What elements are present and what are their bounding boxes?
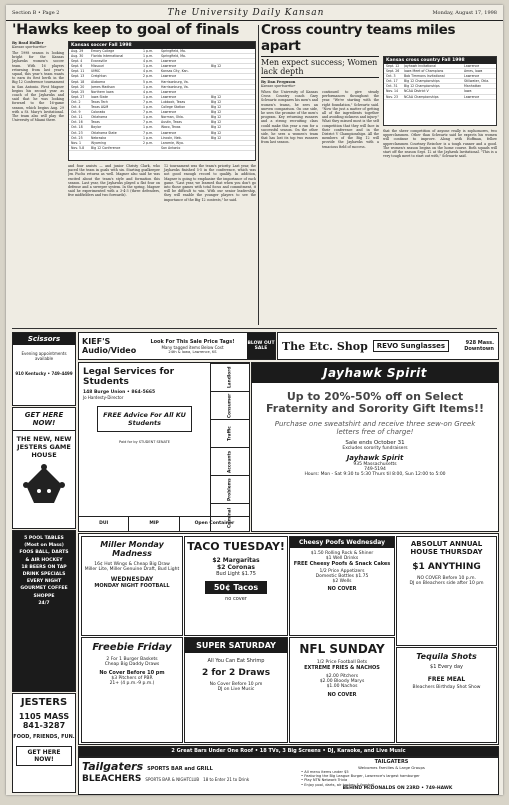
soccer-schedule-cell: Lubbock, Texas xyxy=(161,99,186,104)
absolut-line-2: NO COVER Before 10 p.m. xyxy=(417,576,476,581)
cheesy-line-2: $1 Well Drinks xyxy=(325,556,359,561)
soccer-schedule-cell: Oct. 25 xyxy=(71,135,83,140)
soccer-schedule-cell: Oklahoma State xyxy=(91,130,117,135)
scissors-address: 910 Kentucky • 749-4499 xyxy=(15,371,73,376)
soccer-schedule-cell: Kansas City, Kan. xyxy=(161,69,189,74)
kiefs-name: KIEF'S Audio/Video xyxy=(82,337,137,355)
ad-etc-shop xyxy=(277,332,499,360)
cc-schedule-cell: Lawrence xyxy=(464,64,480,68)
soccer-schedule-cell: Sept. 11 xyxy=(71,69,85,74)
cc-schedule xyxy=(383,56,497,126)
nfl-line-4: $2.00 Bloody Marys xyxy=(319,679,365,684)
cc-schedule-rows xyxy=(384,64,496,100)
cc-schedule-cell: Big 12 Championships xyxy=(404,79,440,84)
cc-schedule-cell: Sept. 26 xyxy=(386,69,400,74)
soccer-schedule-cell: 7 p.m. xyxy=(143,110,154,115)
cc-credit: Kansan sportswriter xyxy=(261,84,296,88)
soccer-schedule-cell: Oct. 4 xyxy=(71,105,81,110)
special-absolut xyxy=(396,536,497,646)
soccer-schedule-title: Kansas soccer Fall 1998 xyxy=(69,42,255,49)
scissors-hours: Evening appointments available xyxy=(21,351,67,361)
cc-schedule-cell: Oct. 17 xyxy=(386,79,398,84)
legal-category: Problems xyxy=(211,475,249,503)
soccer-schedule-cell: Sept. 6 xyxy=(71,64,83,69)
cc-schedule-cell: Oct. 3 xyxy=(386,74,396,79)
jesters-tagline: FOOD, FRIENDS, FUN. xyxy=(13,734,75,740)
spirit-offer: Up to 20%-50% off on Select Fraternity and Sorority Gift Items!! xyxy=(265,390,485,415)
soccer-schedule-cell: Norman, Okla. xyxy=(161,115,184,120)
soccer-schedule-cell: Evansville xyxy=(91,59,108,64)
tailgaters-items xyxy=(289,770,494,791)
soccer-schedule-cell: 7 p.m. xyxy=(143,120,154,125)
soccer-schedule-cell: Oct. 9 xyxy=(71,110,81,115)
soccer-schedule-cell: 1 p.m. xyxy=(143,105,154,110)
soccer-schedule-cell: Big 12 Conference xyxy=(91,145,121,150)
cc-schedule-cell: Iowa xyxy=(464,89,472,94)
spirit-store-name: Jayhawk Spirit xyxy=(346,454,404,462)
soccer-schedule-cell: Big 12 xyxy=(211,99,222,104)
soccer-schedule-cell: Alabama xyxy=(91,79,106,84)
soccer-schedule-cell: 1 p.m. xyxy=(143,54,154,59)
pool-feature: DRINK SPECIALS EVERY NIGHT xyxy=(22,572,66,585)
spirit-sub: Purchase one sweatshirt and receive three sew-on Greek letters free of charge! xyxy=(274,420,476,436)
soccer-schedule-cell: Texas A&M xyxy=(91,105,109,110)
soccer-schedule-cell: Iowa State xyxy=(91,94,108,99)
soccer-schedule-cell: Florida International xyxy=(91,54,124,59)
legal-dui: DUI xyxy=(79,517,129,531)
soccer-schedule-cell: Oct. 18 xyxy=(71,125,83,130)
special-tequila xyxy=(396,647,497,743)
cc-schedule-cell: Bob Timmons Invitational xyxy=(404,74,445,79)
freebie-line-1: 2 For 1 Burger Baskets xyxy=(106,657,158,662)
soccer-schedule-cell: Baylor xyxy=(91,125,102,130)
cc-schedule-cell: Iowa Meet of Champions xyxy=(404,69,444,74)
legal-category: Accounts xyxy=(211,447,249,475)
freebie-line-2: Cheap Big Daddy Draws xyxy=(104,662,160,667)
etc-address: 928 Mass. Downtown xyxy=(464,340,494,352)
saturday-line-2: 2 for 2 Draws xyxy=(201,668,271,678)
legal-category: Criminal xyxy=(211,503,249,531)
newspaper-page xyxy=(6,5,503,795)
cc-schedule-cell: Nov. 14 xyxy=(386,89,399,94)
spirit-sale: Sale ends October 31 xyxy=(345,440,405,446)
kiefs-sub: Many tagged items Below Cost xyxy=(161,344,224,350)
soccer-col-2: and four assists — and junior Christy Clark, who paced the team in goals with six. Starting goalkeeper Jen Fuchs returns as well. Magner also said he was excited about the team's style and formation this season. Last year, the Jayhawks played a flat four on defense and a sweeper system. In the spring, Magner said he experimented with a 3-4-3 (three defenders, five midfielders and two forwards). xyxy=(68,164,160,198)
soccer-schedule-cell: Lawrence xyxy=(161,94,177,99)
bleachers-sub: SPORTS BAR & NIGHTCLUB xyxy=(145,776,200,782)
kiefs-address: 24th & Iowa, Lawrence, KS xyxy=(168,349,217,354)
spirit-note: Excludes sorority fundraisers xyxy=(342,446,408,451)
soccer-schedule-cell: Sept. 18 xyxy=(71,79,85,84)
nfl-line-2: EXTREME FRIES & NACHOS xyxy=(304,665,380,671)
soccer-schedule-cell: Lawrence xyxy=(161,64,177,69)
soccer-schedule-cell: Big 12 xyxy=(211,64,222,69)
legal-category: Traffic xyxy=(211,419,249,447)
soccer-schedule-cell: Oct. 16 xyxy=(71,120,83,125)
legal-bottom-row xyxy=(79,516,249,531)
absolut-line-1: $1 ANYTHING xyxy=(412,562,481,572)
taco-line-1: $2 Margaritas xyxy=(212,557,260,564)
tequila-line-1: $1 Every day xyxy=(430,664,463,670)
soccer-schedule-cell: Sept. 4 xyxy=(71,59,83,64)
soccer-schedule-cell: Lawrence xyxy=(161,110,177,115)
soccer-schedule-cell: Sept. 25 xyxy=(71,89,85,94)
soccer-schedule-cell: 1 p.m. xyxy=(143,84,154,89)
soccer-schedule-cell: Creighton xyxy=(91,74,107,79)
soccer-schedule-row xyxy=(69,146,255,151)
freebie-line-5: 21+ (4 p.m.-9 p.m.) xyxy=(109,681,155,686)
soccer-schedule-cell: Big 12 xyxy=(211,105,222,110)
soccer-schedule-cell: Oct. 23 xyxy=(71,130,83,135)
jester-logo xyxy=(14,463,74,509)
miller-line-4: MONDAY NIGHT FOOTBALL xyxy=(94,583,170,589)
soccer-schedule-cell: 4 p.m. xyxy=(143,89,154,94)
soccer-schedule-cell: 4 p.m. xyxy=(143,59,154,64)
tequila-title: Tequila Shots xyxy=(416,652,477,661)
ad-jesters xyxy=(12,693,76,793)
tailgaters-right-title: TAILGATERS xyxy=(374,759,409,765)
bar-banner: 2 Great Bars Under One Roof • 18 TVs, 3 Big Screens • DJ, Karaoke, and Live Music xyxy=(78,746,499,757)
soccer-schedule-cell: Harrisonburg, Va. xyxy=(161,79,189,84)
games-house-title: THE NEW, NEW JESTERS GAME HOUSE xyxy=(16,435,72,459)
soccer-schedule-cell: Aug. 29 xyxy=(71,49,84,53)
soccer-schedule-cell: Big 12 xyxy=(211,130,222,135)
miller-line-1: 16¢ Hot Wings & Cheap Big Draw xyxy=(94,562,170,567)
soccer-schedule-cell: Lincoln, Neb. xyxy=(161,135,182,140)
cc-schedule-cell: Ames, Iowa xyxy=(464,69,483,74)
cc-schedule-cell: NCAA Championships xyxy=(404,94,439,99)
tequila-line-3: Bleachers Birthday Shot Show xyxy=(412,685,481,690)
special-miller-monday xyxy=(81,536,183,636)
soccer-schedule-cell: James Madison xyxy=(91,84,115,89)
absolut-line-3: DJ on Bleachers side after 10 pm xyxy=(409,581,484,586)
saturday-title: SUPER SATURDAY xyxy=(185,638,287,653)
soccer-schedule-cell: Colorado xyxy=(91,110,106,115)
soccer-credit: Kansan sportswriter xyxy=(12,45,47,49)
tailgaters-address: BEHIND McDONALDS ON 23RD • 749-HAWK xyxy=(342,785,453,791)
soccer-schedule-cell: Laramie, Wyo. xyxy=(161,140,184,145)
nfl-line-3: $2.00 Pitchers xyxy=(325,674,359,679)
cheesy-line-6: $2 Wells xyxy=(332,579,352,584)
pool-feature: 18 BEERS ON TAP xyxy=(21,564,67,570)
soccer-schedule-cell: 1 p.m. xyxy=(143,135,154,140)
soccer-schedule-cell: Springfield, Mo. xyxy=(161,54,186,59)
cc-col-1: When the University of Kansas Cross Country coach Gary Schwartz compares his men's and women's teams, he sees an uneven comparison. On one side, he sees the promise of the men's program. Key returning runners and a strong recruiting class could make this year a run for a successful season. On the other side, he sees a women's team that has lost its top two runners from last season. xyxy=(261,90,318,145)
kiefs-blowout: BLOW OUT SALE xyxy=(247,333,275,359)
cc-schedule-cell: Nov. 23 xyxy=(386,94,399,99)
soccer-schedule-cell: Sept. 13 xyxy=(71,74,85,79)
cc-schedule-title: Kansas cross country Fall 1998 xyxy=(384,57,496,64)
soccer-schedule-cell: Sept. 27 xyxy=(71,94,85,99)
legal-categories xyxy=(210,363,249,531)
soccer-schedule-cell: Big 12 xyxy=(211,110,222,115)
soccer-schedule-cell: Oct. 2 xyxy=(71,99,81,104)
soccer-schedule-cell: 7 p.m. xyxy=(143,99,154,104)
cc-schedule-cell: Sept. 12 xyxy=(386,64,400,68)
scissors-title: Scissors xyxy=(13,333,75,345)
pool-feature: & AIR HOCKEY xyxy=(25,557,63,563)
ad-kiefs xyxy=(78,332,276,360)
soccer-col-1: The 1998 season is looking bright for the Kansas Jayhawks women's soccer team. With 16 players returning from last year's squad, this year's team wants to earn its first berth in the Big 12 Conference tournament in San Antonio. First Magner begins his second year as coach of the Jayhawks and said that he was looking forward to the 16-game season, which begins Aug. 29 with a St. Mary's Invitational. The team also will play the University of Miami there. xyxy=(12,51,64,123)
soccer-schedule-cell: Waco, Texas xyxy=(161,125,181,130)
legal-mip: MIP xyxy=(129,517,179,531)
absolut-title: ABSOLUT ANNUAL HOUSE THURSDAY xyxy=(410,540,483,556)
cc-headline: Cross country teams miles apart xyxy=(261,22,456,54)
soccer-schedule-cell: Springfield, Mo. xyxy=(161,49,186,53)
soccer-schedule-cell: Oklahoma xyxy=(91,115,108,120)
pool-feature: GOURMET COFFEE SHOPPE xyxy=(20,586,68,599)
soccer-schedule-cell: 4 p.m. xyxy=(143,69,154,74)
cc-schedule-cell: Lawrence xyxy=(464,94,480,99)
kiefs-tag: Look For This Sale Price Tags! xyxy=(150,338,235,345)
soccer-schedule-cell: 2 p.m. xyxy=(143,140,154,145)
soccer-schedule-cell: Big 12 xyxy=(211,94,222,99)
ad-legal-services xyxy=(78,362,250,532)
soccer-schedule-cell: Big 12 xyxy=(211,125,222,130)
cheesy-line-7: NO COVER xyxy=(327,586,357,592)
bleachers-title: BLEACHERS xyxy=(82,774,142,784)
tailgaters-welcome: Welcomes Families & Large Groups xyxy=(358,765,425,770)
freebie-line-3: No Cover Before 10 pm xyxy=(99,670,165,676)
legal-category: Consumer xyxy=(211,391,249,419)
special-nfl-sunday xyxy=(289,637,395,743)
soccer-schedule-cell: 1 p.m. xyxy=(143,115,154,120)
tailgaters-item: • All menu items under $5 xyxy=(301,770,349,774)
soccer-schedule-cell: Austin, Texas xyxy=(161,120,182,125)
legal-title: Legal Services for Students xyxy=(83,367,175,387)
soccer-schedule xyxy=(68,41,256,161)
soccer-schedule-cell: Nov. 5-8 xyxy=(71,145,85,150)
pool-feature: 24/7 xyxy=(38,600,50,606)
miller-title: Miller Monday Madness xyxy=(100,540,164,558)
soccer-schedule-cell: Lawrence xyxy=(161,74,177,79)
jesters-address: 1105 MASS xyxy=(18,712,70,721)
cc-col-2: continued to give steady performances throughout the year. "We're starting with the right foundation," Schwartz said. "Now the just a matter of getting all of the ingredients together and avoiding sickness and injury." What they missed most is the self competition that they will face in their conference and in the District V Championships. All the members of the Big 12 will provide the Jayhawks with a tenacious field of success. xyxy=(322,90,379,149)
freebie-title: Freebie Friday xyxy=(92,642,172,653)
spirit-title: Jayhawk Spirit xyxy=(252,363,498,383)
legal-director: Jo Hardesty-Director xyxy=(83,395,124,400)
jesters-phone: 841-3287 xyxy=(22,721,66,730)
saturday-line-4: DJ on Live Music xyxy=(217,687,255,692)
soccer-schedule-cell: Nov. 1 xyxy=(71,140,82,145)
soccer-schedule-cell: Texas Tech xyxy=(91,99,108,104)
ad-tailgaters xyxy=(78,757,499,795)
tailgaters-sub: SPORTS BAR and GRILL xyxy=(147,766,213,772)
miller-line-2: Miller Lite, Miller Genuine Draft, Bud Light xyxy=(84,567,180,572)
saturday-line-3: No Cover Before 10 pm xyxy=(209,682,263,687)
soccer-schedule-cell: 1 p.m. xyxy=(143,49,154,53)
soccer-schedule-cell: Big 12 xyxy=(211,115,222,120)
soccer-schedule-cell: Harrisonburg, Va. xyxy=(161,84,189,89)
soccer-schedule-cell: Sept. 20 xyxy=(71,84,85,89)
pool-feature: FOOS BALL, DARTS xyxy=(19,550,69,556)
jesters-title: JESTERS xyxy=(20,697,68,708)
soccer-schedule-cell: UMKC xyxy=(91,69,101,74)
miller-line-3: WEDNESDAY xyxy=(110,576,154,583)
taco-cover: no cover xyxy=(225,596,247,602)
pool-features xyxy=(13,531,75,611)
soccer-schedule-cell: Lawrence xyxy=(161,89,177,94)
cc-schedule-cell: Manhattan xyxy=(464,84,482,89)
ad-pool-tables xyxy=(12,530,76,692)
soccer-schedule-cell: 7 p.m. xyxy=(143,130,154,135)
soccer-schedule-cell: Missouri xyxy=(91,64,105,69)
soccer-schedule-cell: Aug. 30 xyxy=(71,54,84,59)
spirit-address: 935 Massachusetts xyxy=(353,462,397,467)
etc-title: The Etc. Shop xyxy=(282,339,368,353)
cheesy-line-5: Domestic Bottles $1.75 xyxy=(315,574,369,579)
nfl-line-6: NO COVER xyxy=(327,692,357,698)
cc-schedule-cell: Stillwater, Okla. xyxy=(464,79,490,84)
soccer-schedule-cell: 2 p.m. xyxy=(143,74,154,79)
tequila-line-2: FREE MEAL xyxy=(427,676,466,683)
ad-scissors xyxy=(12,332,76,406)
ad-jayhawk-spirit xyxy=(251,362,499,532)
legal-category: Landlord xyxy=(211,363,249,391)
taco-line-3: Bud Light $1.75 xyxy=(216,571,256,577)
soccer-schedule-cell: San Antonio xyxy=(161,145,181,150)
bleachers-age: 18 to Enter 21 to Drink xyxy=(203,776,250,782)
ad-games-house xyxy=(12,407,76,529)
cheesy-line-1: $1.50 Rolling Rock & Shiner xyxy=(310,551,374,556)
taco-price: 50¢ Tacos xyxy=(205,581,267,594)
legal-address: 148 Burge Union • 864-5665 xyxy=(83,390,156,395)
soccer-schedule-cell: 1 p.m. xyxy=(143,125,154,130)
tailgaters-item: • Play NTN Network Trivia xyxy=(301,778,348,783)
section-rule xyxy=(12,328,497,329)
cc-schedule-cell: Big 12 Championships xyxy=(404,84,440,89)
soccer-schedule-cell: Lawrence xyxy=(161,130,177,135)
taco-line-2: $2 Coronas xyxy=(217,564,255,571)
soccer-schedule-cell: Oct. 11 xyxy=(71,115,83,120)
soccer-headline: 'Hawks keep to goal of finals xyxy=(12,22,240,38)
soccer-schedule-cell: Wyoming xyxy=(91,140,106,145)
nfl-line-1: 1/2 Price Football Bets xyxy=(316,660,368,665)
special-super-saturday xyxy=(184,637,288,743)
taco-title: TACO TUESDAY! xyxy=(187,540,285,553)
pool-feature: 5 POOL TABLES (Most on Mass) xyxy=(24,536,64,549)
tailgaters-title: Tailgaters xyxy=(82,760,144,773)
special-cheesy-poofs xyxy=(289,536,395,636)
soccer-schedule-cell: College Station xyxy=(161,105,186,110)
legal-container: Open Container xyxy=(194,521,235,526)
special-taco-tuesday xyxy=(184,536,288,636)
tailgaters-item: • Enjoy pool, darts, air hockey & foosball xyxy=(301,782,375,787)
soccer-schedule-cell: 1 p.m. xyxy=(143,64,154,69)
cc-byline: By Dan Ferguson xyxy=(261,80,296,84)
nfl-title: NFL SUNDAY xyxy=(299,642,385,656)
soccer-schedule-cell: Northern Iowa xyxy=(91,89,114,94)
soccer-schedule-cell: Emory College xyxy=(91,49,115,53)
legal-free-advice: FREE Advice For All KU Students xyxy=(97,406,192,432)
cc-schedule-row xyxy=(384,95,496,100)
special-freebie-friday xyxy=(81,637,183,743)
cc-schedule-cell: Oct. 31 xyxy=(386,84,398,89)
cheesy-line-3: FREE Cheesy Poofs & Snack Cakes xyxy=(293,561,391,567)
ad-bar-specials xyxy=(78,533,499,745)
cc-schedule-cell: Lawrence xyxy=(464,74,480,79)
nfl-line-5: $1.00 Nachos xyxy=(326,684,358,689)
newspaper-name: The University Daily Kansan xyxy=(167,8,325,18)
soccer-schedule-cell: Nebraska xyxy=(91,135,107,140)
soccer-schedule-cell: 5 p.m. xyxy=(143,79,154,84)
games-gethere: GET HERE NOW! xyxy=(13,408,75,431)
cc-schedule-cell: NCAA District V xyxy=(404,89,429,94)
etc-brand: REVO Sunglasses xyxy=(373,340,449,352)
tailgaters-item: • Featuring the Big League Burger, Lawrence's largest hamburger xyxy=(301,774,420,779)
soccer-col-3: 12 tournament was the team's priority. Last year, the Jayhawks finished 5-5 in the conference, which was not good enough record to qualify. In addition, Magner is going to emphasize the importance of each game. "Last year, we learned that when you don't go into those games with total focus and commitment, it will be difficult to win. With our senior leadership, they will enable the younger players to see the importance of the Big 12 contests," he said. xyxy=(164,164,256,202)
freebie-line-4: $3 Pitchers of PBR xyxy=(111,676,153,681)
cheesy-title: Cheesy Poofs Wednesday xyxy=(290,537,394,548)
soccer-schedule-cell xyxy=(143,146,161,150)
section-label: Section B • Page 2 xyxy=(12,10,60,16)
saturday-line-1: All You Can Eat Shrimp xyxy=(207,658,265,664)
cheesy-line-4: 1/2 Price Appetizers xyxy=(319,569,365,574)
column-rule xyxy=(258,25,259,325)
story-cross-country xyxy=(261,22,497,326)
soccer-schedule-rows xyxy=(69,49,255,151)
soccer-schedule-cell: Big 12 xyxy=(211,135,222,140)
jesters-gethere: GET HERE NOW! xyxy=(16,746,72,766)
cc-schedule-cell: Jayhawk Invitational xyxy=(404,64,437,68)
spirit-phone: 749-5194 xyxy=(364,467,386,472)
soccer-schedule-cell: Texas xyxy=(91,120,100,125)
cc-col-3: that the sheer competition of anyone really is sophomores, two upperclassmen. Other than Schwartz said he expects his women will continue to improve. Along with Hoffman, fellow upperclassmen Courtney Reischer is a tough runner and a good. The women's season begins on the home course. Both squads will start off the season Sept. 12 at the Jayhawk Invitational. "This is a very tough meet to start out with," Schwartz said. xyxy=(383,129,497,159)
soccer-byline: By Brad Hollier xyxy=(12,41,44,45)
page-header xyxy=(6,5,503,21)
cc-deck: Men expect success; Women lack depth xyxy=(261,58,378,76)
soccer-schedule-cell: Lawrence xyxy=(161,59,177,64)
issue-date: Monday, August 17, 1998 xyxy=(432,10,497,16)
soccer-schedule-cell: Big 12 xyxy=(211,120,222,125)
spirit-hours: Hours: Mon - Sat 9:30 to 5:30 Thurs til 8:00, Sun 12:00 to 5:00 xyxy=(304,472,446,477)
legal-senate: Paid for by STUDENT SENATE xyxy=(119,440,170,444)
story-soccer xyxy=(12,22,256,326)
soccer-schedule-cell: 1 p.m. xyxy=(143,94,154,99)
